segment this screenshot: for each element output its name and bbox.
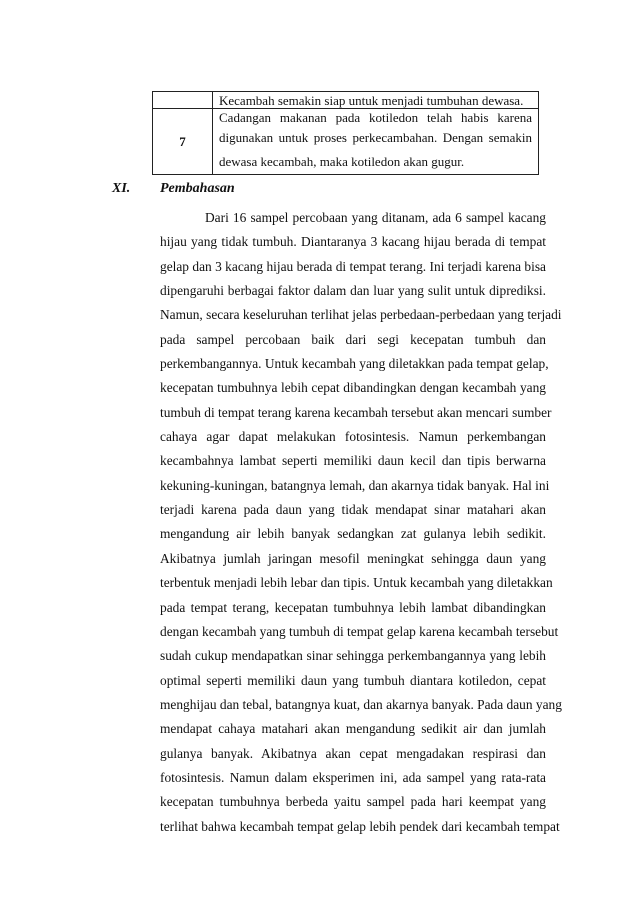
paragraph-line: Namun, secara keseluruhan terlihat jelas perbedaan-perbedaan yang terjadi <box>160 307 562 323</box>
paragraph-line: tumbuh di tempat terang karena kecambah tersebut akan mencari sumber <box>160 404 552 420</box>
paragraph-line: dengan kecambah yang tumbuh di tempat gelap karena kecambah tersebut <box>160 623 559 639</box>
table-row <box>153 109 539 175</box>
table-cell-number: 7 <box>153 109 213 175</box>
section-body <box>160 206 562 839</box>
section-number: XI. <box>112 181 131 196</box>
paragraph-line: sudah cukup mendapatkan sinar sehingga perkembangannya yang lebih <box>160 648 546 664</box>
section-title: Pembahasan <box>160 181 235 196</box>
paragraph-line: gulanya banyak. Akibatnya akan cepat mengadakan respirasi dan <box>160 745 546 761</box>
paragraph-line: mendapat cahaya matahari akan mengandung sedikit air dan jumlah <box>160 721 546 737</box>
table-cell-line: dewasa kecambah, maka kotiledon akan gugur. <box>219 154 465 169</box>
paragraph-line: gelap dan 3 kacang hijau berada di tempat terang. Ini terjadi karena bisa <box>160 258 546 274</box>
paragraph-line: dipengaruhi berbagai faktor dalam dan luar yang sulit untuk diprediksi. <box>160 283 546 299</box>
paragraph-line: cahaya agar dapat melakukan fotosintesis. Namun perkembangan <box>160 429 546 445</box>
paragraph-line: pada tempat terang, kecepatan tumbuhnya lebih lambat dibandingkan <box>160 599 546 615</box>
paragraph-line: terjadi karena pada daun yang tidak mendapat sinar matahari akan <box>160 502 546 518</box>
table-cell-line: digunakan untuk proses perkecambahan. Dengan semakin <box>219 130 532 145</box>
table-cell-number-empty <box>153 92 213 109</box>
paragraph-line: terbentuk menjadi lebih lebar dan tipis. Untuk kecambah yang diletakkan <box>160 575 553 591</box>
paragraph-line: pada sampel percobaan baik dari segi kecepatan tumbuh dan <box>160 331 546 347</box>
paragraph-line: kekuning-kuningan, batangnya lemah, dan akarnya tidak banyak. Hal ini <box>160 477 550 493</box>
table-cell-line: Cadangan makanan pada kotiledon telah habis karena <box>219 110 532 125</box>
table-row <box>153 92 539 109</box>
table-cell-text <box>213 109 539 175</box>
paragraph-line: menghijau dan tebal, batangnya kuat, dan akarnya banyak. Pada daun yang <box>160 696 562 712</box>
paragraph-line: fotosintesis. Namun dalam eksperimen ini, ada sampel yang rata-rata <box>160 769 546 785</box>
paragraph-line: terlihat bahwa kecambah tempat gelap lebih pendek dari kecambah tempat <box>160 818 560 834</box>
paragraph-line: kecambahnya lambat seperti memiliki daun kecil dan tipis berwarna <box>160 453 546 469</box>
paragraph-line: mengandung air lebih banyak sedangkan zat gulanya lebih sedikit. <box>160 526 546 542</box>
paragraph-line: kecepatan tumbuhnya lebih cepat dibandingkan dengan kecambah yang <box>160 380 546 396</box>
paragraph-line: perkembangannya. Untuk kecambah yang diletakkan pada tempat gelap, <box>160 356 549 372</box>
paragraph-line: kecepatan tumbuhnya berbeda yaitu sampel pada hari keempat yang <box>160 794 546 810</box>
paragraph-line: Akibatnya jumlah jaringan mesofil meningkat sehingga daun yang <box>160 550 546 566</box>
table-cell-text: Kecambah semakin siap untuk menjadi tumbuhan dewasa. <box>213 92 539 109</box>
paragraph-line: Dari 16 sampel percobaan yang ditanam, ada 6 sampel kacang <box>205 210 546 225</box>
paragraph-line: hijau yang tidak tumbuh. Diantaranya 3 kacang hijau berada di tempat <box>160 234 546 250</box>
observation-table <box>152 91 539 175</box>
paragraph-line: optimal seperti memiliki daun yang tumbuh diantara kotiledon, cepat <box>160 672 546 688</box>
